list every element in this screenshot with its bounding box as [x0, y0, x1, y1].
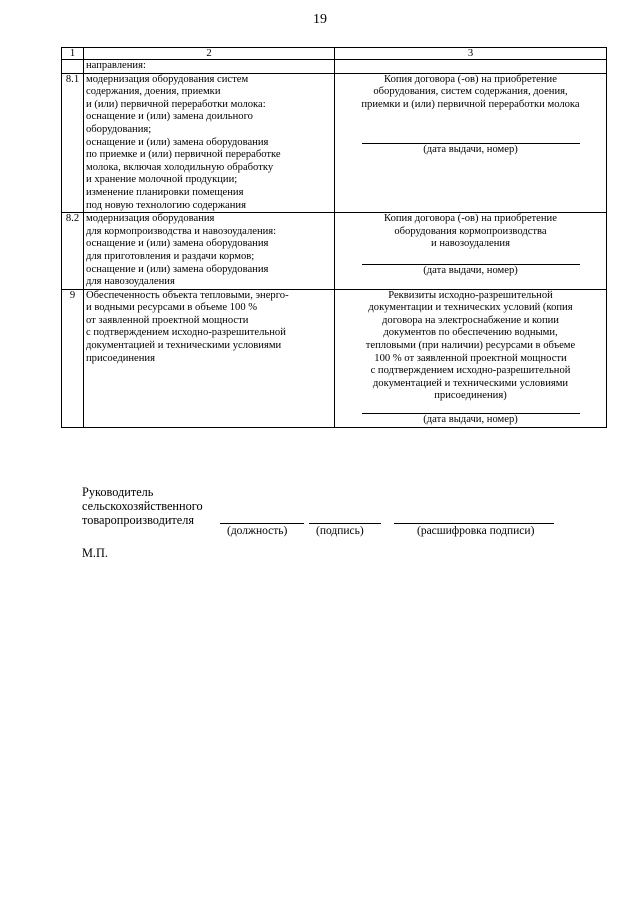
document-line: документов по обеспечению водными, — [383, 327, 558, 339]
table-row — [62, 73, 607, 213]
row-document — [335, 73, 607, 213]
description-line: под новую технологию содержания — [86, 199, 246, 211]
document-line: оборудования, систем содержания, доения, — [373, 86, 568, 98]
description-line: для приготовления и раздачи кормов; — [86, 250, 255, 262]
description-line: модернизация оборудования — [86, 213, 215, 225]
signature-caption: (подпись) — [316, 525, 364, 537]
row-description — [84, 73, 335, 213]
row-number: 8.1 — [62, 73, 84, 213]
description-line: и хранение молочной продукции; — [86, 174, 238, 186]
requirements-table — [61, 47, 607, 428]
document-line: Копия договора (-ов) на приобретение — [384, 73, 557, 85]
table-row — [62, 213, 607, 290]
signatory-title-line: Руководитель — [82, 485, 154, 499]
document-line: договора на электроснабжение и копии — [382, 314, 559, 326]
position-caption: (должность) — [227, 525, 288, 537]
column-header-1: 1 — [62, 48, 84, 60]
document-line: Реквизиты исходно-разрешительной — [388, 289, 553, 301]
row-number: 8.2 — [62, 213, 84, 290]
description-line: для кормопроизводства и навозоудаления: — [86, 225, 277, 237]
table-row — [62, 289, 607, 427]
description-line: оснащение и (или) замена оборудования — [86, 238, 269, 250]
continuation-empty-cell — [335, 60, 607, 74]
row-description — [84, 289, 335, 427]
document-line: Копия договора (-ов) на приобретение — [384, 213, 557, 225]
description-line: и водными ресурсами в объеме 100 % — [86, 302, 258, 314]
description-line: по приемке и (или) первичной переработке — [86, 149, 281, 161]
fill-in-caption: (дата выдачи, номер) — [423, 264, 518, 276]
document-line: и навозоудаления — [431, 238, 510, 250]
description-line: содержания, доения, приемки — [86, 86, 221, 98]
signatory-title-line: сельскохозяйственного — [82, 499, 203, 513]
continuation-num-cell — [62, 60, 84, 74]
description-line: от заявленной проектной мощности — [86, 314, 249, 326]
document-line: тепловыми (при наличии) ресурсами в объеме — [365, 340, 576, 352]
description-line: изменение планировки помещения — [86, 186, 244, 198]
description-line: модернизация оборудования систем — [86, 73, 249, 85]
description-line: молока, включая холодильную обработку — [86, 161, 274, 173]
row-document — [335, 213, 607, 290]
document-line: присоединения) — [434, 390, 507, 402]
fill-in-caption: (дата выдачи, номер) — [423, 414, 518, 426]
description-line: Обеспеченность объекта тепловыми, энерго- — [86, 289, 289, 301]
document-line: оборудования кормопроизводства — [394, 225, 547, 237]
signature-block — [82, 485, 602, 560]
row-number: 9 — [62, 289, 84, 427]
document-line: документации и технических условий (копия — [368, 302, 573, 314]
column-header-3: 3 — [335, 48, 607, 60]
signatory-title-line: товаропроизводителя — [82, 513, 195, 527]
stamp-place: М.П. — [82, 546, 108, 560]
document-line: документацией и техническими условиями — [372, 377, 569, 389]
description-line: документацией и техническими условиями — [86, 340, 282, 352]
description-line: для навозоудаления — [86, 276, 175, 288]
description-line: и (или) первичной переработки молока: — [86, 98, 266, 110]
page-number: 19 — [313, 12, 327, 27]
document-line: приемки и (или) первичной переработки молока — [361, 98, 580, 110]
description-line: присоединения — [86, 352, 155, 364]
table-row-continuation — [62, 60, 607, 74]
document-line: 100 % от заявленной проектной мощности — [374, 352, 567, 364]
column-header-2: 2 — [84, 48, 335, 60]
description-line: оснащение и (или) замена оборудования — [86, 136, 269, 148]
continuation-text: направления: — [84, 60, 335, 74]
fill-in-caption: (дата выдачи, номер) — [423, 144, 518, 156]
description-line: оснащение и (или) замена оборудования — [86, 263, 269, 275]
description-line: оснащение и (или) замена доильного — [86, 111, 253, 123]
description-line: с подтверждением исходно-разрешительной — [86, 327, 286, 339]
table-header-row — [62, 48, 607, 60]
name-decoding-caption: (расшифровка подписи) — [417, 525, 535, 537]
row-document — [335, 289, 607, 427]
row-description — [84, 213, 335, 290]
description-line: оборудования; — [86, 123, 152, 135]
document-line: с подтверждением исходно-разрешительной — [370, 365, 571, 377]
